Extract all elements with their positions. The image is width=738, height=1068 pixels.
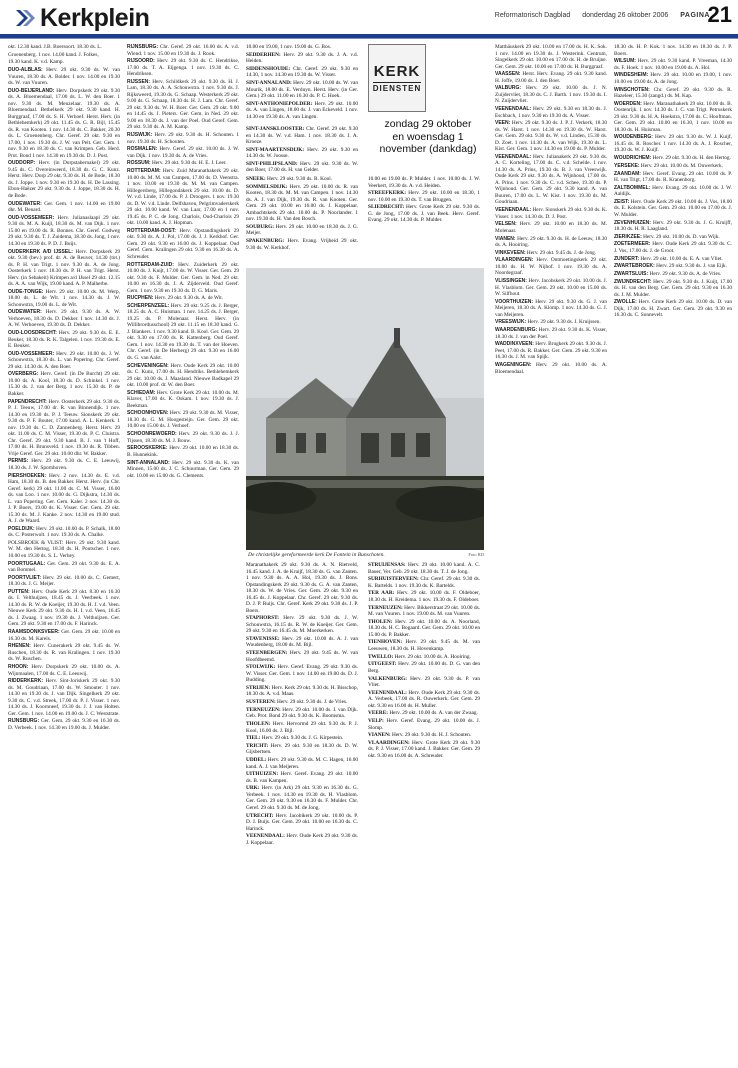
service-listing: VREESWIJK: Herv. 29 okt. 9.30 ds. J. Kruijssen. (495, 319, 601, 326)
service-listing: OVERBERG: Herv. Geref. (in De Burcht) 29 okt. 10.00 ds. A. Kool, 18.30 ds. D. Schinkel. 1 nov. 15.30 ds. J. van der Berg. 1 nov. 15.30 ds. P. de Bakker. (8, 371, 120, 397)
service-listing: OUD-VOSSEMEER: Herv. 29 okt. 10.00 ds. J. W. Schouwstra, 18.30 ds. L. van Popering. Chr. Geref. 29 okt. 14.30 ds. A. den Boer. (8, 350, 120, 370)
service-listing: ZWARTEBROEK: Herv. 29 okt. 9.30 ds. J. van Eijk. (614, 263, 727, 270)
service-listing: POORTUGAAL: Ger. Gem. 29 okt. 9.30 ds. E. A. van Bommel. (8, 560, 120, 574)
service-listing: UDDEL: Herv. 29 okt. 9.30 ds. M. C. Hagen, 16.00 kand. A. J. van Meijeren. (246, 757, 358, 770)
service-listing: VALBURG: Herv. 29 okt. 10.00 ds. J. N. Zuijdervliet, 18.30 ds. C. J. Barth. 1 nov. 19.30 ds. I. N. Zuijdervliet. (495, 85, 607, 105)
service-listing: VAASSEN: Herst. Herv. Evang. 29 okt. 9.30 kand. H. Joffe, 19.00 ds. J. den Boer. (495, 71, 607, 84)
service-listing: ROSMALEN: Herv. Geref. 29 okt. 10.00 ds. J. W. van Dijk. 1 nov. 19.30 ds. A. de Vries. (127, 146, 239, 159)
service-listing: OUD-VOSSEMEER: Herv. Julianaslaapl 29 okt. 9.30 ds. M. A. Kuijl, 18.30 ds. M. van Dijk. 1 nov. 15.00 en 19.00 ds. R. Bonnes. Chr. Geref. Godweg 29 okt. 9.30 ds. T. J. Zuidema, 18.30 ds. Jong, 1 nov. 14.30 en 19.30 ds. P. D. J. Buijs. (8, 214, 120, 247)
service-listing: VIANEN: Herv. 29 okt. 9.30 ds. H. J. Schouten. (368, 732, 472, 739)
service-listing: ZWOLLE: Herv. Grote Kerk 29 okt. 10.00 ds. D. van Dijk, 17.00 ds. H. Zwart. Ger. Gem. 29 okt. 9.30 en 16.30 ds. C. Sonnevelt. (614, 299, 732, 319)
service-listing: VALKENBURG: Herv. 29 okt. 9.30 ds. P. van Vliet. (368, 675, 480, 688)
service-listing: RIJSOORD: Herv. 29 okt. 9.30 ds. C. Hendrikse, 17.00 ds. T. A. Eijgenga. 1 nov. 19.30 ds. C. Hendriksen. (127, 58, 239, 78)
service-listing: SOMMELSDIJK: Herv. 29 okt. 10.00 ds. R. van Kooten, 18.30 ds. M. M. van Campen. 1 nov. 14.30 ds. A. J. van Dijk, 19.30 ds. R. van Kooten. Ger. Gem. 29 okt. 10.00 en 16.00 ds. J. Koppelaar. Ambachtskerk 29 okt. 10.00 ds. P. Noorlander. 1 nov. 19.30 ds. H. Van den Bosch. (246, 183, 358, 223)
service-listing: PAPENDRECHT: Herv. Oosterkerk 29 okt. 9.30 ds. P. J. Teeuw, 17.00 dr. R. van Binnendijk. 1 nov. 14.30 en 19.30 ds. P. J. Teeuw. Sionskerk 29 okt. 9.30 ds. P. F. Bouter, 17.00 kand. A. L. Kenkerk. 1 nov. 19.30 ds. C. D. Zannenberg. Herst. Herv. 29 okt. 11.00 ds. C. M. Visser, 19.30 ds. P. C. Cluistra. Chr. Geref. 29 okt. 9.30 kand. B. J. van 't Hoff, 17.00 ds. H. Brunsveld. 1 nov. 19.30 ds. R. Tibben. Vrije Geref. Ger. 29 okt. 10.00 dhr. W. Bakker. (8, 398, 120, 457)
service-listing: OUDEWATER: Herv. 29 okt. 9.30 ds. A. W. Verhoeven, 18.30 ds. D. Dekker. 1 nov. 14.30 ds. J. A. W. Verhoeven, 19.30 ds. D. Dekker. (8, 309, 120, 329)
issue-date: donderdag 26 oktober 2006 (582, 12, 669, 19)
service-listing: STEENBERGEN: Herv. 29 okt. 9.45 ds. W. van Hoofdbeemd. (246, 650, 358, 663)
service-listing: SURHUISTERVEEN: Chr. Geref. 29 okt. 9.30 ds. K. Bartelds. 1 nov. 19.30 ds. K. Bartelds. (368, 576, 480, 589)
service-listing: VEERE: Herv. 29 okt. 10.00 ds. A. van der Zwaag. (368, 710, 478, 717)
service-listing: OUDDORP: Herv. (in Dorpstabernakel) 29 okt. 9.45 ds. C. Overeinweerd, 18.30 ds. G. C. Kunz. Herst. Herv. Dorp 29 okt. 9.30 ds. H. de Bode, 18.30 ds. J. Joppe. 1 nov. 9.30 en 19.30 ds. H. De Lassing. Ebon-Haëzer 29 okt. 9.30 ds. J. Joppe, 18.30 ds. H. de Bode. (8, 160, 120, 199)
service-listing: SOUBURG: Herv. 29 okt. 10.00 en 18.30 ds. J. G. Meijer. (246, 223, 358, 237)
photo-caption (248, 552, 484, 558)
service-listing: VEENENDAAL: Herv. 29 okt. 9.30 en 18.30 ds. J. Eschbach, 1 nov. 9.30 en 19.30 ds. A. Visser. (495, 106, 607, 119)
service-listing: RIJSSEN: Herv. Schildkerk 29 okt. 9.30 ds. H. J. Lam, 18.30 ds. A. A. Schouwstra. 1 nov. 9.30 ds. J. Rijksweerd, 19.30 ds. G. Schaap. Westerkerk 29 okt. 9.00 ds. G. Schaap, 18.30 ds. H. J. Lam. Chr. Geref. 29 okt. 9.30 ds. W. H. Boer. Ger. Gem. 29 okt. 9.00 en 14.45 ds. J. Pieters. Ger. Gem. in Ned. 29 okt. 9.00 en 18.30 ds. J. van der Poel. Oud Geref. Gem. 29 okt. 9.30 ds. A. M. Kamp. (127, 78, 239, 131)
service-listing: ZALTBOMMEL: Herv. Evang. 29 okt. 10.00 ds. J. W. Aaldijk. (614, 184, 732, 198)
service-listing: SINT-PHILIPSLAND: Herv. 29 okt. 9.30 ds. W. den Boer, 17.00 ds. H. van Gelder. (246, 160, 358, 174)
service-listing: UITHUIZEN: Herv. Geref. Evang. 29 okt. 10.00 ds. B. van Kampen. (246, 771, 358, 784)
service-listing: RIJNSBURG: Chr. Geref. 29 okt. 16.00 ds. A. v.d. Wiend. 1 nov. 15.00 en 19.30 ds. J. Rook. (127, 44, 239, 57)
service-listing: WINSCHOTEN: Chr. Geref. 29 okt. 9.30 ds. R. Hazeleer, 15.30 (zangd.) ds. M. Kap. (614, 86, 732, 100)
service-listing: RHOON: Herv. Dorpskerk 29 okt. 10.00 ds. A. Wijnmaalen, 17.00 ds. C. E. Leeuwij. (8, 664, 120, 677)
service-listing: THOLEN: Herv. 29 okt. 10.00 ds. A. Noorland, 18.30 ds. H. C. Bogaard. Ger. Gem. 29 okt. 10.00 en 15.00 ds. P. Bakker. (368, 618, 480, 638)
column-3-top (246, 44, 358, 124)
column-3-below (246, 176, 358, 264)
service-listing: ZWARTSLUIS: Herv. 29 okt. 9.30 ds. A. de Vries. (614, 271, 722, 277)
service-listing: PIERSHOEKEN: Herv. 2 nov. 14.30 ds. E. v.d. Ham, 18.30 ds. B. den Bakker. Herst. Herv. (in Chr. Geref. kerk) 29 okt. 11.00 ds. C. M. Visser, 16.00 ds. van Loo. 1 nov. 10.00 ds. G. Dijkstra, 14.30 ds. L. van Popering. Ger. Gem. Kaler. 2 nov. 14.30 ds. J. P. Boers, 19.00 ds. K. Visser. Ger. Gem. 29 okt. 15.30 ds. M. J. Kanke. 2 nov. 14.30 en 19.00 stud. A. J. de Waard. (8, 472, 120, 524)
service-listing: WADDINXVEEN: Herv. Brugkerk 29 okt. 9.30 ds. J. Peet, 17.00 ds. R. Bakker. Ger. Gem. 29 okt. 9.30 en 16.30 ds. J. M. van Spijk. (495, 341, 607, 361)
service-listing: SCHIEDAM: Herv. Grote Kerk 29 okt. 10.00 ds. M. Klaver, 17.00 ds. K. Oskam. 1 nov. 19.30 ds. J. Beekman. (127, 389, 239, 409)
service-listing: RIJSWIJK: Herv. 29 okt. 9.30 ds. H. Schouten. 1 nov. 19.30 ds. H. Schouten. (127, 132, 239, 145)
service-listing: DUO-ALBLAS: Herv. 29 okt. 9.30 ds. W. van Vuuren, 18.30 ds. A. Bolder. 1 nov. 14.00 en 19.30 ds. W. van Vuuren. (8, 67, 120, 87)
service-listing: RIJNSBURG: Ger. Gem. 29 okt. 9.30 en 16.30 ds. D. Verbeek. 1 nov. 14.30 en 19.00 ds. J. Mulder. (8, 718, 120, 731)
service-listing: WILSUM: Herv. 29 okt. 9.30 kand. P. Vreeman, 14.30 ds. F. Hoek. 1 nov. 10.00 en 19.00 ds. A. Hol. (614, 58, 732, 71)
service-listing: THOLEN: Herv. Hervormd 29 okt. 9.30 ds. P. J. Kool, 16.00 ds. J. Bijl. (246, 721, 358, 734)
service-listing: SLIEDRECHT: Herv. Grote Kerk 29 okt. 9.30 ds. G. de Jong, 17.00 ds. J. van Beek. Herv. Geref. Evang. 29 okt. 14.30 ds. P. Mulder. (368, 204, 480, 224)
service-listing: WOUDRICHEM: Herv. 29 okt. 9.30 ds. H. den Hertog. (614, 155, 731, 162)
service-listing: VEENENDAAL: Herv. Sionskerk 29 okt. 9.30 ds. K. Visser. 1 nov. 14.30 ds. D. J. Post. (495, 207, 607, 220)
service-listing: VOORTHUIZEN: Herv. 29 okt. 9.30 ds. G. J. van Meijeren, 18.30 ds. A. Klomp. 1 nov. 14.30 ds. G. J. van Meijeren. (495, 298, 607, 318)
service-date-announcement: zondag 29 oktober en woensdag 1 november (dankdag) (379, 118, 477, 155)
church-photo (246, 268, 484, 550)
service-listing: 10.00 en 19.00 ds. P. Mulder. 1 nov. 10.00 ds. J. W. Veerkert, 19.30 ds. A. v.d. Heiden. (368, 176, 480, 189)
service-listing: SNEEK: Herv. 29 okt. 9.30 ds. R. Kool. (246, 176, 333, 182)
service-listing: VEENENDAAL: Herv. Oude Kerk 29 okt. 9.30 ds. A. Verbeek, 17.00 ds. R. Ouwerkerk. Ger. Gem. 29 okt. 9.30 en 16.00 ds. H. Muller. (368, 689, 480, 709)
service-listing: WOERDEN: Herv. Maranathakerk 29 okt. 10.00 ds. B. Oostenrijk. 1 nov. 14.30 ds. J. C. van Trigt. Petruskerk 29 okt. 9.30 ds. H. A. Hoekstra, 17.00 ds. C. Hooftman. Ger. Gem. 29 okt. 10.00 en 16.30, 1 nov. 10.00 en 18.30 ds. H. Huisman. (614, 100, 732, 133)
service-listing: SCHERPENZEEL: Herv. 29 okt. 9.25 ds. J. Berger, 18.25 ds. A. C. Huisman. 1 nov. 14.25 ds. J. Berger, 19.25 ds. P. Molenaar. Herst. Herv. (in Willibrordusschool) 29 okt. 11.15 en 18.30 kand. G. J. Blankers. 1 nov. 9.30 kand. B. Kool. Ger. Gem. 29 okt. 9.30 en 17.00 ds. R. Kattenberg. Oud Geref. Gem. 1 nov. 14.30 en 19.30 ds. T. van der Hoeven. Chr. Geref. (in De Herberg) 29 okt. 9.30 en 16.00 ds. G. van Aalst. (127, 302, 239, 361)
column-4-lower (368, 562, 480, 1060)
service-listing: RUCPHEN: Herv. 29 okt. 9.30 ds. A. de Wit. (127, 295, 224, 302)
service-listing: SEROOSKERKE: Herv. 29 okt. 10.00 en 18.30 ds. B. Hunnekink. (127, 445, 239, 458)
service-listing: STAPHORST: Herv. 29 okt. 9.30 ds. J. W. Schouwstra, 16.15 ds. R. W. de Koeijer. Ger. Gem. 29 okt. 9.30 en 16.45 ds. M. Moerkerken. (246, 615, 358, 635)
service-listing: TIEL: Herv. 29 okt. 9.30 ds. J. G. Kirpestein. (246, 735, 344, 742)
page-label: PAGINA (680, 12, 710, 19)
service-listing: VINKEVEEN: Herv. 29 okt. 9.45 ds. J. de Jong. (495, 249, 597, 256)
service-listing: VEENENDAAL: Herv. Oude Kerk 29 okt. 9.30 ds. J. Koppelaar. (246, 833, 358, 846)
newspaper-name: Reformatorisch Dagblad (494, 12, 571, 19)
service-listing: TERNEUZEN: Herv. 29 okt. 10.00 ds. J. van Dijk. Geb. Prot. Bond 29 okt. 9.30 ds. K. Boomsma. (246, 706, 358, 720)
service-listing: DUO-BEIJERLAND: Herv. Dorpskerk 29 okt. 9.30 ds. A. Bloemendaal, 17.00 ds. L. W. den Boer. 1 nov. 9.30 ds. M. Meuzelaar. 19.30 ds. A. Bloemendaal. Bethelkerk 29 okt. 9.30 kand. H. Burggraaf, 17.00 ds. S. H. Verhoef. Herst. Herv. (in Bethlehemkerk) 29 okt. 11.45 ds. G. R. Bijl, 15.45 ds. R. van Kooten. 1 nov. 14.30 ds. C. Bakker, 20.30 ds. L. Groenenberg. Chr. Geref. 29 okt. 9.30 en 17.00, 1 nov. 19.30 ds. J. W. van Pelt. Ger. Gem. 1 nov. 9.30 en 18.30 ds. C. van Krimpen. Geb. Herd. Prot. Bond 1 nov. 14.30 en 19.30 ds. D. J. Post. (8, 87, 120, 159)
service-listing: ZUNDERT: Herv. 29 okt. 10.00 ds. E. A. van Vliet. (614, 255, 723, 262)
service-listing: STOLWIJK: Herv. Geref. Evang. 29 okt. 9.30 ds. W. Visser. Ger. Gem. 1 nov. 14.00 en 19.00 ds. D. J. Budding. (246, 664, 358, 684)
service-listing: POELDIJK: Herv. 29 okt. 10.00 ds. P. Schalk, 18.00 ds. C. Posterwolt. 1 nov. 19.30 ds. A. Chalke. (8, 525, 120, 539)
service-listing: WAGENINGEN: Herv. 29 okt. 10.00 ds. A. Bloemendaal. (495, 362, 607, 375)
service-listing: WINDESHEIM: Herv. 29 okt. 10.00 en 19.00, 1 nov. 10.00 en 19.00 ds. A. de Jong. (614, 72, 732, 85)
section-title: Kerkplein (40, 3, 150, 32)
service-listing: OUDERKERK A/D IJSSEL: Herv. Dorpskerk 29 okt. 9.30 (bev.) prof. dr. A. de Reuver, 14.30 (tot.) ds. P. H. van Trigt. 1 nov. 9.30 ds. A. de Jong. Oosterkerk 1 nov. 18.30 ds. P. H. van Trigt. Herst. Herv. (in Sebakeit) Krimpen a/d IJssel 29 okt. 12.15 ds. A. A. van Wijk, 19.00 kand. A. P. Malherbe. (8, 248, 120, 287)
service-listing: PERNIS: Herv. 29 okt. 9.30 ds. C. E. Leeuwij, 18.30 ds. J. W. Spornhoven. (8, 458, 120, 471)
service-listing: TWELLO: Herv. 29 okt. 10.00 ds. A. Hooiring. (368, 653, 471, 660)
service-listing: POLSBROEK & VLIST: Herv. 29 okt. 9.30 kand. W. M. den Hertog, 18.30 ds. H. Poutscher. 1 nov. 10.00 en 19.30 ds. S. L. Verhey. (8, 539, 120, 559)
service-listing: STRIJEN: Herv. Kerk 29 okt. 9.30 ds. H. Bisschop, 18.30 ds. A. v.d. Maas. (246, 684, 358, 698)
service-listing: Matthäuskerk 29 okt. 10.00 en 17.00 ds. H. K. Sok. 1 nov. 14.00 en 19.30 ds. J. Westerink. Centrum, Singelkerk 29 okt. 10.00 en 17.00 ds. H. de Bruijne. Ger. Gem. 29 okt. 10.00 en 17.00 ds. H. Burggraaf. (495, 44, 607, 70)
service-listing: RIDDERKERK: Herv. Sint-Joriskerk 29 okt. 9.30 ds. M. Goudriaan, 17.00 ds. W. Smouter. 1 nov. 14.30 en 19.30 ds. J. van Dijk. Singelkerk 29 okt. 9.30 ds. C. v.d. Streek, 17.00 dr. P. J. Visser. 1 nov. 14.30 ds. J. Koornneef, 19.30 ds. J. J. van Holten. Ger. Gem. 1 nov. 14.00 en 19.00 ds. J. C. Weststrate. (8, 678, 120, 717)
service-listing: 18.30 ds. H. P. Kok. 1 nov. 14.30 en 18.30 ds. J. P. Boers. (614, 44, 732, 57)
service-listing: Groenenberg. 1 nov. 14.00 kand. J. Folkes, (8, 51, 99, 58)
service-listing: POORTVLIET: Herv. 29 okt. 10.00 ds. C. Gemert, 18.30 ds. J. G. Meijer. (8, 574, 120, 588)
service-listing: YERSEKE: Herv. 29 okt. 10.00 ds. M. Ouwerkerk. (614, 162, 723, 169)
service-listing: ROTTERDAM: Herv. Zuid Maranathakerk 29 okt. 10.00 ds. M. M. van Campen, 17.00 ds. D. Veenstra. 1 nov. 10.00 en 19.30 ds. M. M. van Campen. Hillegersberg, Hillegondakerk 29 okt. 10.00 ds. D. W. v.d. Linde, 17.00 ds. P. J. Droogers. 1 nov. 19.30 ds. D. W. v.d. Linde. Delfshaven, Pelgrimvaderskerk 29 okt. 10.00 kand. W. van Laar, 17.00 en 1 nov. 19.45 ds. P. C. de Jong. Charlois, Oud-Charlois 29 okt. 10.00 kand. A. J. Hopman. (127, 168, 239, 227)
column-1 (8, 44, 120, 1060)
service-listing: OUDE-TONGE: Herv. 29 okt. 10.00 ds. M. Werp, 18.00 ds. L. de Wit. 1 nov. 14.30 ds. J. W. Schouwstra, 19.00 ds. L. de Wit. (8, 288, 120, 308)
service-listing: ZEVENHUIZEN: Herv. 29 okt. 9.30 ds. J. G. Kruijff, 18.30 ds. H. R. Laagland. (614, 219, 732, 233)
service-listing: TERNEUZEN: Herv. Bikkerstraat 29 okt. 10.00 ds. M. van Vuuren. 1 nov. 19.00 ds. M. van Vuuren. (368, 604, 480, 618)
header-meta (495, 12, 710, 19)
service-listing: VLISSINGEN: Herv. Jacobskerk 29 okt. 10.00 ds. J. H. Vlasblom. Ger. Gem. 29 okt. 10.00 en 15.00 ds. W. Silfhout. (495, 278, 607, 298)
page-number: 21 (707, 2, 732, 27)
service-listing: TRICHT: Herv. 29 okt. 9.30 en 18.30 ds. D. W. Gijsbertsen. (246, 742, 358, 756)
section-logo-icon (14, 7, 36, 29)
service-listing: SINT-MAARTENSDIJK: Herv. 29 okt. 9.30 en 14.30 ds. W. Joosse. (246, 146, 358, 160)
service-listing: SPAKENBURG: Herv. Evang. Vrijheid 29 okt. 9.30 ds. W. Kerkhof. (246, 238, 358, 251)
service-listing: UITGEEST: Herv. 29 okt. 10.00 ds. D. G. van den Berg. (368, 661, 480, 674)
service-listing: 10.00 en 19.00, 1 nov. 19.00 ds. G. Bos. (246, 44, 331, 50)
service-listing: WAARDENBURG: Herv. 29 okt. 9.30 ds. K. Visser, 18.30 ds. J. van der Poel. (495, 327, 607, 340)
service-listing: SINT-ANTHONIEPOLDER: Herv. 29 okt. 10.00 ds. A. van Lingen, 18.00 ds. J. van Eckeveld. 1 nov. 14.30 en 19.30 ds. A. van Lingen. (246, 100, 358, 120)
photo-caption-text: De christelijke gereformeerde kerk De Fontein in Bunschoten. (248, 552, 385, 558)
service-listing: VELP: Herv. Geref. Evang. 29 okt. 10.00 ds. J. Slomp. (368, 718, 480, 731)
service-listing: VEEN: Herv. 29 okt. 9.30 ds. J. P. J. Verkerk, 18.30 ds. W. Harst. 1 nov. 14.30 en 19.30 ds. W. Harst. Ger. Gem. 29 okt. 9.30 ds. W. v.d. Linden, 15.30 ds. D. Zoet. 1 nov. 14.30 ds. A. van Wijk, 19.30 ds. L. Kist. Ger. Gem. 1 nov. 14.30 en 19.00 ds. P. Mulder. (495, 120, 607, 153)
service-listing: SCHEVENINGEN: Herv. Oude Kerk 29 okt. 10.00 ds. C. Kunz, 17.00 ds. H. Hendriks. Bethlehemkerk 29 okt. 10.00 ds. J. Maasland. Nieuwe Badkapel 29 okt. 10.00 prof. dr. W. den Boer. (127, 362, 239, 389)
service-listing: STAVENISSE: Herv. 29 okt. 10.00 ds. A. J. van Woudenberg, 18.00 ds. M. Bijl. (246, 635, 358, 649)
column-3-lower (246, 562, 358, 1060)
service-listing: VLAARDINGEN: Herv. Grote Kerk 29 okt. 9.30 ds. P. J. Visser, 17.00 kand. J. Bakker. Ger. Gem. 29 okt. 9.30 en 16.00 ds. A. Schreuder. (368, 739, 480, 759)
service-listing: okt. 12.30 kand. J.B. Boersoort. 18.30 ds. L. (8, 44, 102, 50)
service-listing: ROSSUM: Herv. 29 okt. 9.30 ds. H. E. J. Leer. (127, 160, 227, 167)
service-listing: Maranathakerk 29 okt. 9.30 ds. A. N. Rietveld, 16.45 kand. J. A. de Kruijf, 18.30 ds. G. van Zanten. 1 nov. 9.30 ds. A. A. Hol, 19.30 ds. J. Bons. Opstandingskerk 29 okt. 9.30 ds. G. A. van Zanten, 18.30 ds. W. de Vries. Ger. Gem. 29 okt. 9.30 en 16.45 ds. J. Koppelaar. Chr. Geref. 29 okt. 9.30 ds. D. J. P. Ruijs. Chr. Geref. Kerk 29 okt. 9.30 ds. J. P. Boers. (246, 562, 358, 614)
service-listing: TER AAR: Herv. 29 okt. 10.00 ds. F. Oldeboer, 18.30 ds. H. Kreidema. 1 nov. 19.30 ds. F. Oldeboer. (368, 590, 480, 603)
service-listing: WOUDENBERG: Herv. 29 okt. 9.30 ds. W. J. Kuijf, 16.45 ds. R. Roscher. 1 nov. 14.30 ds. A. J. Roscher, 19.30 ds. W. J. Kuijf. (614, 134, 732, 154)
service-listing: SIDDENSHOUDE: Chr. Geref. 29 okt. 9.30 en 14.30, 1 nov. 14.30 en 19.30 ds. W. Visser. (246, 65, 358, 79)
kerkdiensten-logo (368, 44, 426, 112)
service-listing: UTRECHT: Herv. Jacobikerk 29 okt. 10.00 ds. P. D. J. Buijs. Ger. Gem. 29 okt. 10.00 en 16.30 ds. C. Harinck. (246, 812, 358, 832)
service-listing: OUD-LOOSDRECHT: Herv. 29 okt. 9.30 ds. E. E. Beuker, 18.30 ds. R. K. Talgelen. 1 nov. 19.30 ds. E. E. Beuker. (8, 330, 120, 350)
header-rule-thin (0, 38, 738, 39)
service-listing: SINT-JANSKLOOSTER: Chr. Geref. 29 okt. 9.30 en 14.30 ds. W. v.d. Ham. 1 nov. 18.30 ds. J. A. Kroeze. (246, 126, 358, 145)
service-listing: RAAMSDONKSVEER: Ger. Gem. 29 okt. 10.00 en 16.30 ds. M. Karels. (8, 629, 120, 642)
service-listing: 19.30 kand. K. v.d. Kamp. (8, 59, 64, 66)
service-listing: ROTTERDAM-OOST: Herv. Opstandingskerk 29 okt. 9.30 ds. A. J. Pol, 17.00 ds. J. J. Kerkhof. Ger. Gem. 29 okt. 9.30 en 16.00 ds. J. Koppelaar. Oud Geref. Gem. Kralingen 29 okt. 9.30 en 16.30 ds. A. Schreuder. (127, 227, 239, 260)
page-header (0, 0, 738, 36)
column-5 (495, 44, 607, 1060)
service-listing: SCHOONREWOERD: Herv. 29 okt. 9.30 ds. J. J. Tijssen, 18.30 ds. M. J. Bouw. (127, 431, 239, 444)
service-listing: ROTTERDAM-ZUID: Herv. Zuiderkerk 29 okt. 10.00 ds. J. Kuijt, 17.00 ds. W. Visser. Ger. Gem. 29 okt. 9.30 ds. F. Mulder. Ger. Gem. in Ned. 29 okt. 10.00 en 16.30 ds. J. A. Zijderveld. Oud Geref. Gem. 1 nov. 9.30 en 19.30 ds. D. G. Maris. (127, 261, 239, 294)
service-listing: STREEFKERK: Herv. 29 okt. 10.00 en 18.30, 1 nov. 10.00 en 19.30 ds. T. van Bruggen. (368, 190, 480, 203)
service-listing: PUTTEN: Herv. Oude Kerk 29 okt. 8.30 en 10.30 ds. I. Velthuijzen, 18.45 ds. J. Veerbeek. 1 nov. 14.30 ds. R. W. de Koeijer, 19.30 ds. H. J. v.d. Veen. Nieuwe Kerk 29 okt. 9.30 ds. H. I. v.d. Veen, 16.45 ds. J. Zwaag. 1 nov. 19.30 ds. J. Velthuijzen. Ger. Gem. 29 okt. 9.30 en 17.00 ds. F. Harinck. (8, 588, 120, 628)
column-6 (614, 44, 732, 1060)
service-listing: VELSEN: Herv. 29 okt. 10.00 en 18.30 ds. M. Molenaar. (495, 221, 607, 234)
service-listing: STRUIJENSAS: Herv. 29 okt. 10.00 kand. A. C. Bauer, Ver. Geb. 29 okt. 18.30 ds. T. J. de Jong. (368, 562, 480, 575)
logo-line-2: DIENSTEN (372, 83, 422, 93)
service-listing: VLAARDINGEN: Herv. Ontmoetingskerk 29 okt. 10.00 ds. H. W. Nijhof. 1 nov. 19.30 ds. A. Noordegraaf. (495, 257, 607, 277)
service-listing: TIENHOVEN: Herv. 29 okt. 9.45 ds. M. van Leeuwen, 18.30 ds. H. Hovenkamp. (368, 639, 480, 652)
photo-credit: Foto RD (468, 552, 484, 557)
service-listing: ZIERIKZEE: Herv. 29 okt. 10.00 ds. D. van Wijk. (614, 233, 720, 240)
column-2 (127, 44, 239, 1060)
service-listing: SINT-ANNALAND: Herv. 29 okt. 9.30 ds. K. van Minnen, 15.00 ds. J. C. Schuurman. Ger. Gem. 29 okt. 10.00 en 15.00 ds. G. Clements. (127, 459, 239, 479)
column-4-below (368, 176, 480, 264)
service-listing: OUDEWATER: Ger. Gem. 1 nov. 14.00 en 19.00 dhr. M. Benard. (8, 200, 120, 214)
section-title-wrap (14, 4, 149, 32)
service-listing: ZWIJNDRECHT: Herv. 29 okt. 9.30 ds. J. Kuijt, 17.00 ds. H. van den Berg. Ger. Gem. 29 okt. 9.30 en 16.30 ds. J. M. Mulder. (614, 278, 732, 298)
service-listing: ZAANDAM: Herv. Geref. Evang. 29 okt. 10.00 ds. P. H. van Trigt, 17.00 ds. R. Kranenborg. (614, 170, 732, 183)
service-listing: RHENEN: Herv. Cunerakerk 29 okt. 9.45 ds. W. Ruschen, 18.30 ds. R. van Kralingen. 1 nov. 19.30 ds. W. Ruschen. (8, 643, 120, 663)
logo-line-1: KERK (373, 62, 421, 80)
service-listing: SCHOONHOVEN: Herv. 29 okt. 9.30 ds. M. Visser, 18.30 ds. G. M. Hoogesteijn. Ger. Gem. 29 okt. 10.00 en 15.00 ds. J. Verhoef. (127, 410, 239, 430)
service-listing: ZEIST: Herv. Oude Kerk 29 okt. 10.00 ds. J. Vos, 18.00 ds. E. Kolstein. Ger. Gem. 29 okt. 10.00 en 17.00 ds. J. W. Mulder. (614, 198, 732, 218)
service-listing: VIANEN: Herv. 29 okt. 9.30 ds. H. de Leeuw, 18.30 ds. A. Hooiring. (495, 235, 607, 248)
service-listing: URK: Herv. (in Ark) 29 okt. 9.30 en 16.30 ds. G. Verbeek. 1 nov. 14.30 en 19.30 ds. H. Vlasblom. Ger. Gem. 29 okt. 9.30 en 16.30 ds. F. Mulder. Chr. Geref. 29 okt. 9.30 ds. M. de Jong. (246, 785, 358, 811)
column-3-mid (246, 126, 358, 174)
service-listing: SEDDERHEN: Herv. 29 okt. 9.30 ds. J. A. v.d. Heiden. (246, 51, 358, 65)
service-listing: VEENENDAAL: Herv. Julianakerk 29 okt. 9.30 ds. A. C. Korteling, 17.00 ds. C. v.d. Schelde. 1 nov. 14.30 ds. A. Prins, 19.30 ds. B. J. van Vreeswijk. Oude Kerk 29 okt. 9.30 ds. A. Wijnhoud, 17.00 ds. A. Prins. 1 nov. 9.30 ds. C. v.d. Schee, 19.30 ds. P. Wijnhoud. Ger. Gem. 29 okt. 9.30 kand. A. van Buuren, 17.00 ds. L. W. Kist. 1 nov. 19.30 ds. M. Goudriaan. (495, 153, 607, 206)
service-listing: SINT-ANNALAND: Herv. 29 okt. 10.00 ds. W. van Mourik, 18.00 ds. E. Verduyn. Herst. Herv. (in Ger. Gem.) 29 okt. 11.00 en 16.30 ds. P. C. Hoek. (246, 80, 358, 100)
church-building-illustration (246, 268, 484, 550)
service-listing: SUSTEREN: Herv. 29 okt. 9.30 ds. J. de Vries. (246, 699, 348, 706)
service-listing: ZOETERMEER: Herv. Oude Kerk 29 okt. 9.30 ds. C. J. Vos, 17.00 ds. J. de Groot. (614, 241, 732, 254)
